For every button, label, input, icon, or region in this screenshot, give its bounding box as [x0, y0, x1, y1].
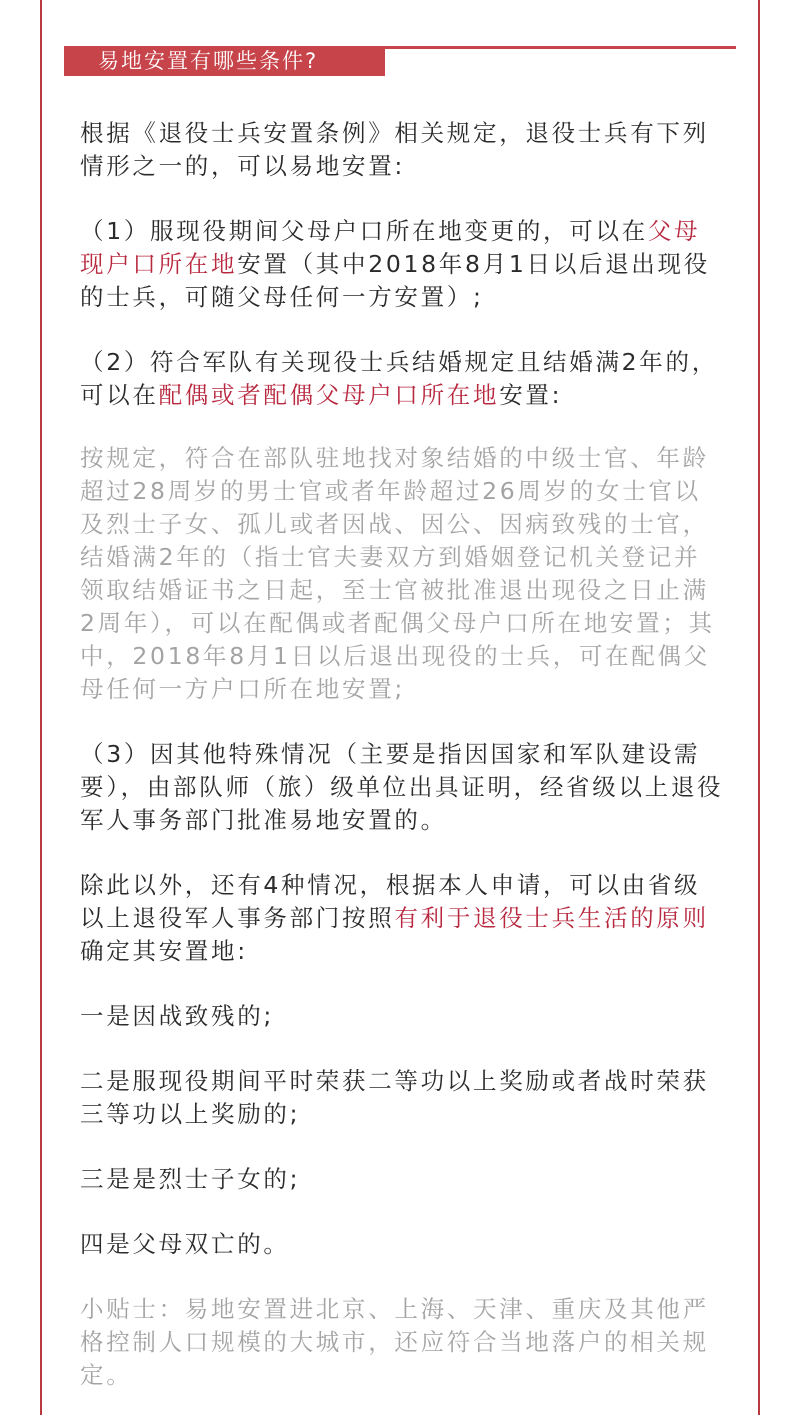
case-2: 二是服现役期间平时荣获二等功以上奖励或者战时荣获三等功以上奖励的;	[80, 1067, 709, 1128]
condition-1-highlight: 父母现户口所在地	[80, 217, 701, 278]
condition-2-note: 按规定，符合在部队驻地找对象结婚的中级士官、年龄超过28周岁的男士官或者年龄超过26周岁的女士官以及烈士子女、孤儿或者因战、因公、因病致残的士官，结婚满2年的（指士官夫妻双方到婚姻登记机关登记并领取结婚证书之日起，至士官被批准退出现役之日止满2周年），可以在配偶或者配偶父母户口所在地安置；其中，2018年8月1日以后退出现役的士兵，可在配偶父母任何一方户口所在地安置;	[80, 444, 715, 703]
extra-prefix: 除此以外，还有4种情况，根据本人申请，可以由省级以上退役军人事务部门按照	[80, 871, 701, 932]
condition-3: （3）因其他特殊情况（主要是指因国家和军队建设需要），由部队师（旅）级单位出具证明，经省级以上退役军人事务部门批准易地安置的。	[80, 740, 724, 834]
condition-2-prefix: （2）符合军队有关现役士兵结婚规定且结婚满2年的，可以在	[80, 348, 718, 409]
case-3: 三是是烈士子女的;	[80, 1165, 301, 1193]
right-border	[758, 0, 760, 1415]
condition-2-suffix: 安置:	[499, 381, 563, 409]
case-1: 一是因战致残的;	[80, 1002, 275, 1030]
extra-suffix: 确定其安置地:	[80, 937, 248, 965]
extra-cases-intro	[80, 869, 724, 968]
tip-note: 小贴士：易地安置进北京、上海、天津、重庆及其他严格控制人口规模的大城市，还应符合当地落户的相关规定。	[80, 1295, 709, 1389]
left-border	[40, 0, 42, 1415]
extra-highlight: 有利于退役士兵生活的原则	[394, 904, 709, 932]
intro-paragraph: 根据《退役士兵安置条例》相关规定，退役士兵有下列情形之一的，可以易地安置:	[80, 119, 709, 180]
article-body	[80, 117, 724, 1424]
condition-2	[80, 346, 724, 412]
condition-1-prefix: （1）服现役期间父母户口所在地变更的，可以在	[80, 217, 648, 245]
condition-2-highlight: 配偶或者配偶父母户口所在地	[158, 381, 500, 409]
condition-1-suffix: 安置（其中2018年8月1日以后退出现役的士兵，可随父母任何一方安置）;	[80, 250, 710, 311]
case-4: 四是父母双亡的。	[80, 1230, 290, 1258]
condition-1	[80, 215, 724, 314]
section-title: 易地安置有哪些条件?	[64, 46, 385, 76]
